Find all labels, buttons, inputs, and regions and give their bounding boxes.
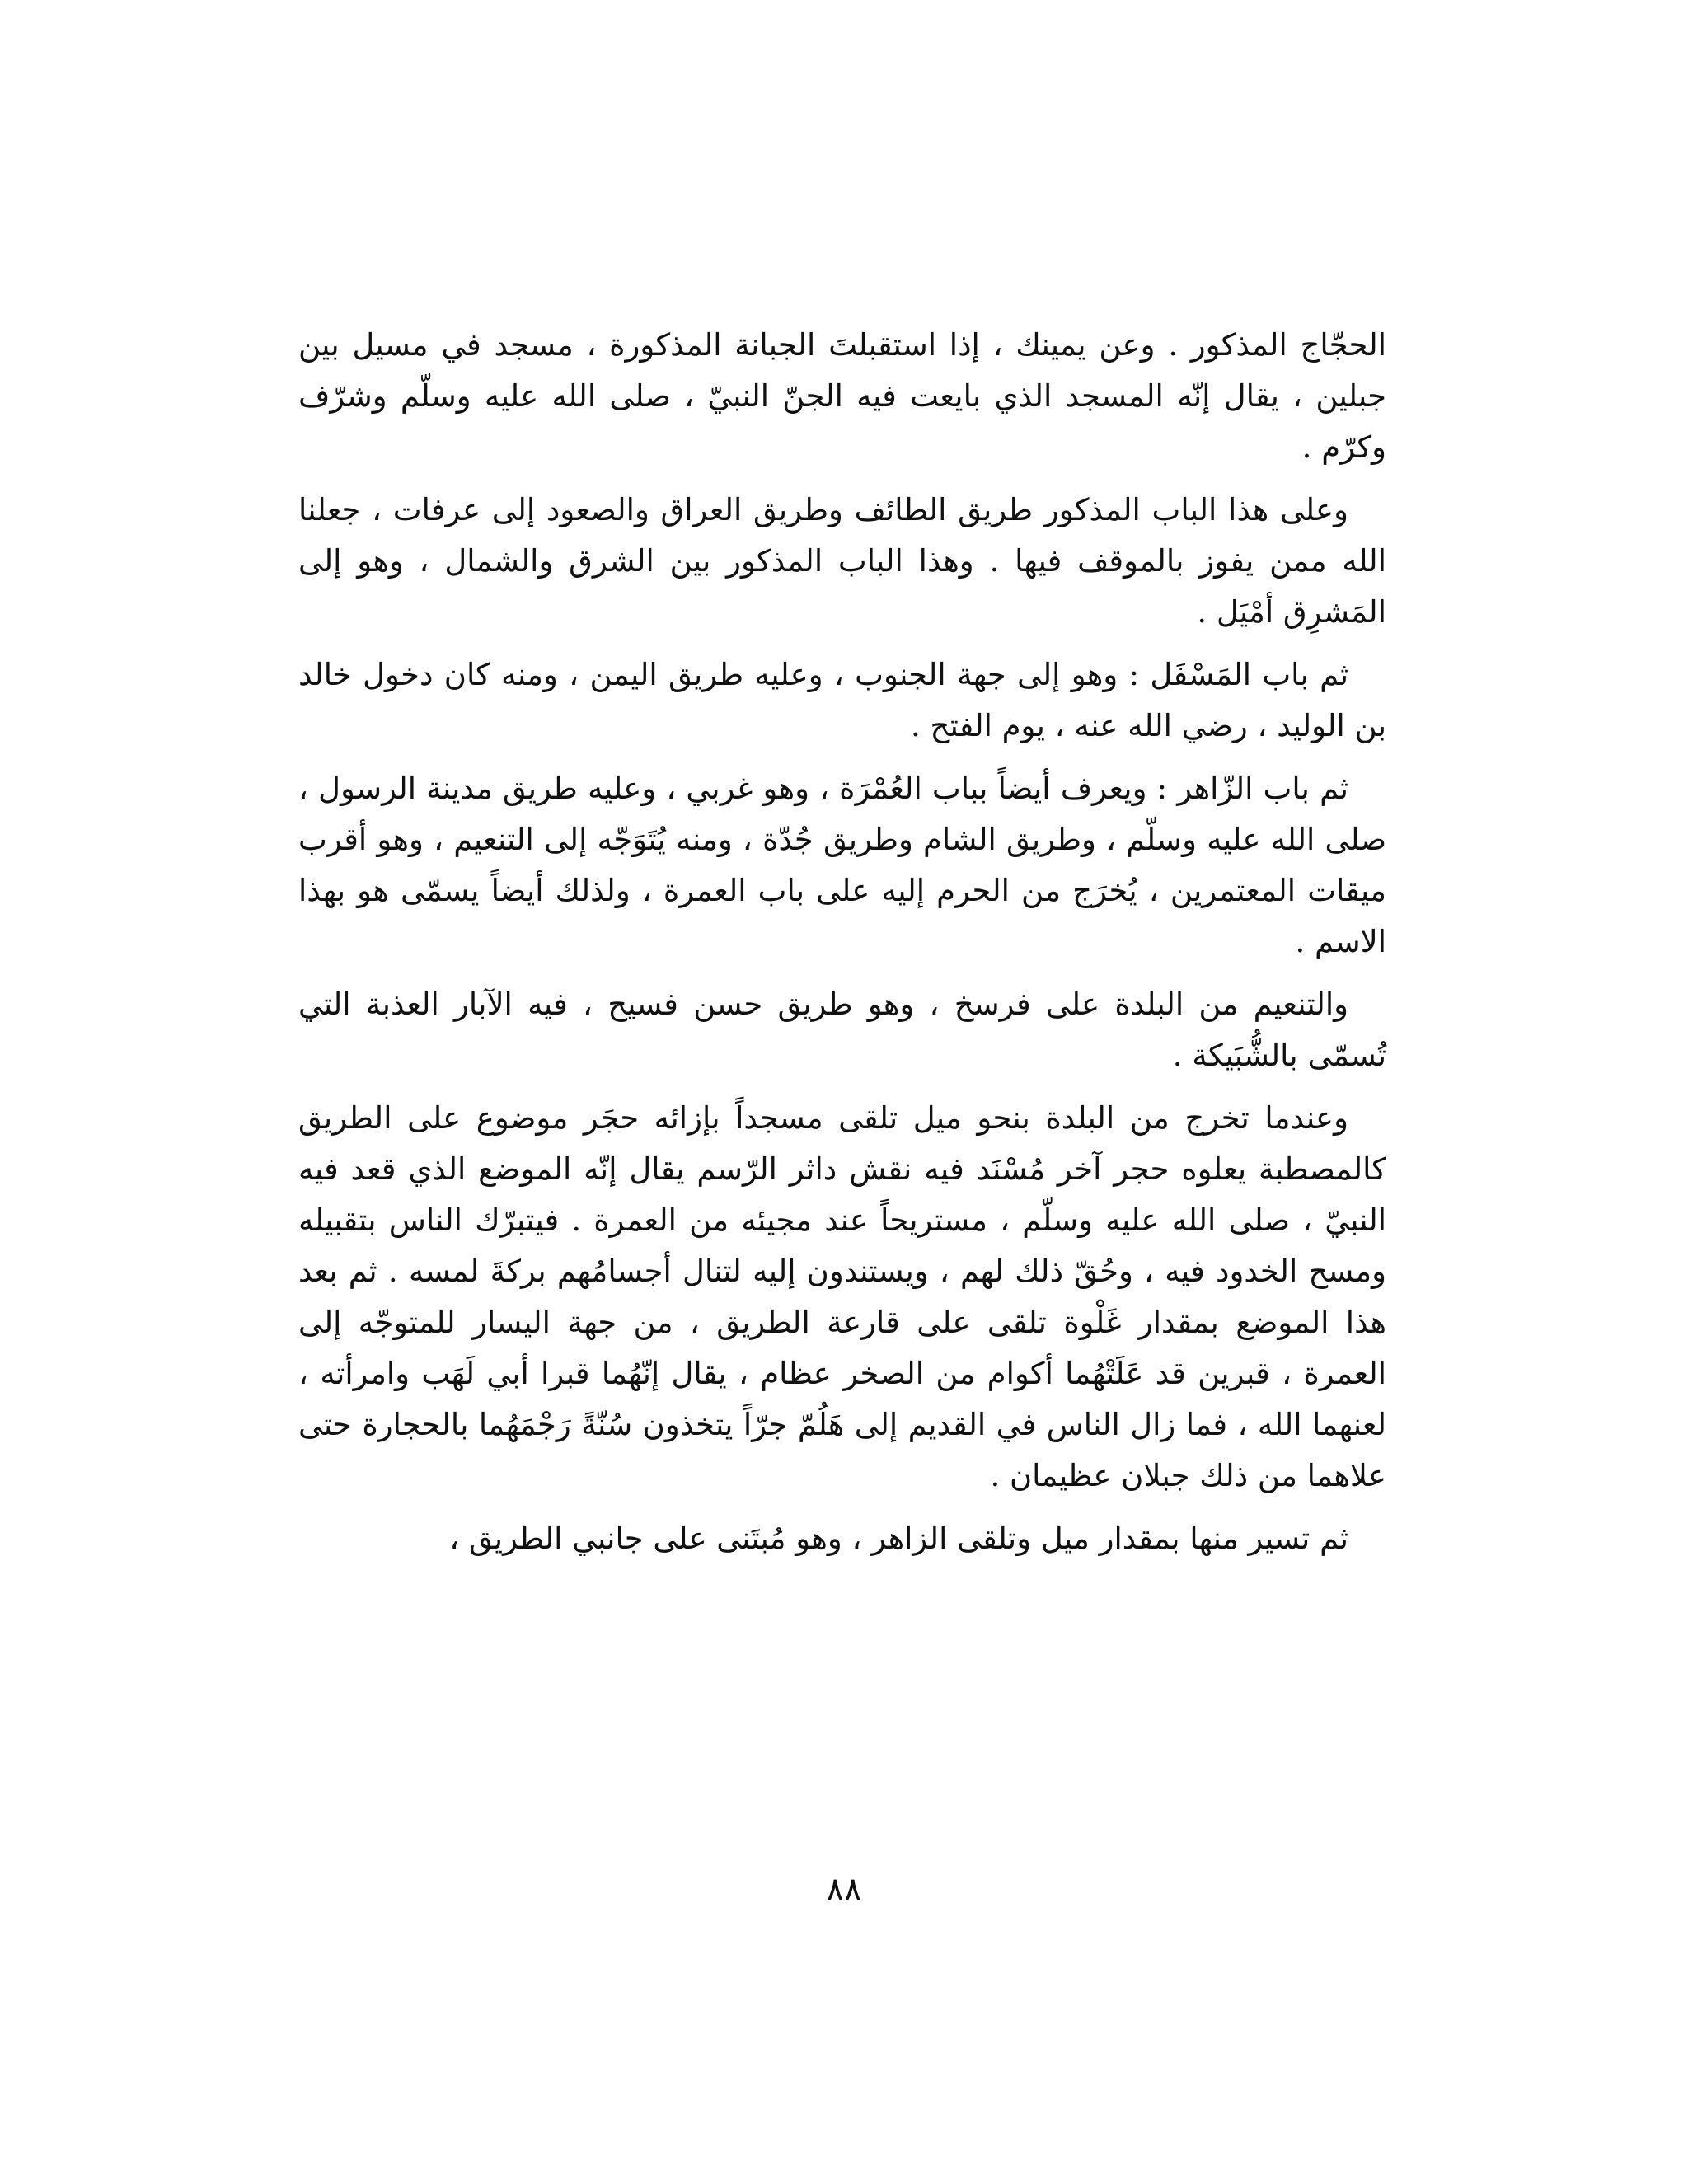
paragraph-1: الحجّاج المذكور . وعن يمينك ، إذا استقبلتَ الجبانة المذكورة ، مسجد في مسيل بين جبلين ، يقال إنّه المسجد الذي بايعت فيه الجنّ النبيّ ، صلى الله عليه وسلّم وشرّف وكرّم . xyxy=(298,327,1386,465)
page-number: ٨٨ xyxy=(826,1871,862,1909)
paragraph-3: ثم باب المَسْفَل : وهو إلى جهة الجنوب ، وعليه طريق اليمن ، ومنه كان دخول خالد بن الوليد ، رضي الله عنه ، يوم الفتح . xyxy=(298,657,1386,743)
paragraph-4: ثم باب الزّاهر : ويعرف أيضاً بباب العُمْرَة ، وهو غربي ، وعليه طريق مدينة الرسول ، صلى الله عليه وسلّم ، وطريق الشام وطريق جُدّة ، ومنه يُتَوَجّه إلى التنعيم ، وهو أقرب ميقات المعتمرين ، يُخرَج من الحرم إليه على باب العمرة ، ولذلك أيضاً يسمّى هو بهذا الاسم . xyxy=(298,771,1386,959)
paragraph-6: وعندما تخرج من البلدة بنحو ميل تلقى مسجداً بإزائه حجَر موضوع على الطريق كالمصطبة يعلوه حجر آخر مُسْنَد فيه نقش داثر الرّسم يقال إنّه الموضع الذي قعد فيه النبيّ ، صلى الله عليه وسلّم ، مستريحاً عند مجيئه من العمرة . فيتبرّك الناس بتقبيله ومسح الخدود فيه ، وحُقّ ذلك لهم ، ويستندون إليه لتنال أجسامُهم بركةَ لمسه . ثم بعد هذا الموضع بمقدار غَلْوة تلقى على قارعة الطريق ، من جهة اليسار للمتوجّه إلى العمرة ، قبرين قد عَلَتْهُما أكوام من الصخر عظام ، يقال إنّهُما قبرا أبي لَهَب وامرأته ، لعنهما الله ، فما زال الناس في القديم إلى هَلُمّ جرّاً يتخذون سُنّةً رَجْمَهُما بالحجارة حتى علاهما من ذلك جبلان عظيمان . xyxy=(298,1100,1386,1493)
paragraph-7: ثم تسير منها بمقدار ميل وتلقى الزاهر ، وهو مُبتَنى على جانبي الطريق ، xyxy=(449,1521,1348,1556)
body-text xyxy=(298,320,1386,1576)
paragraph-2: وعلى هذا الباب المذكور طريق الطائف وطريق العراق والصعود إلى عرفات ، جعلنا الله ممن يفوز بالموقف فيها . وهذا الباب المذكور بين الشرق والشمال ، وهو إلى المَشرِق أمْيَل . xyxy=(298,492,1386,630)
paragraph-5: والتنعيم من البلدة على فرسخ ، وهو طريق حسن فسيح ، فيه الآبار العذبة التي تُسمّى بالشُّبَيكة . xyxy=(298,987,1386,1073)
